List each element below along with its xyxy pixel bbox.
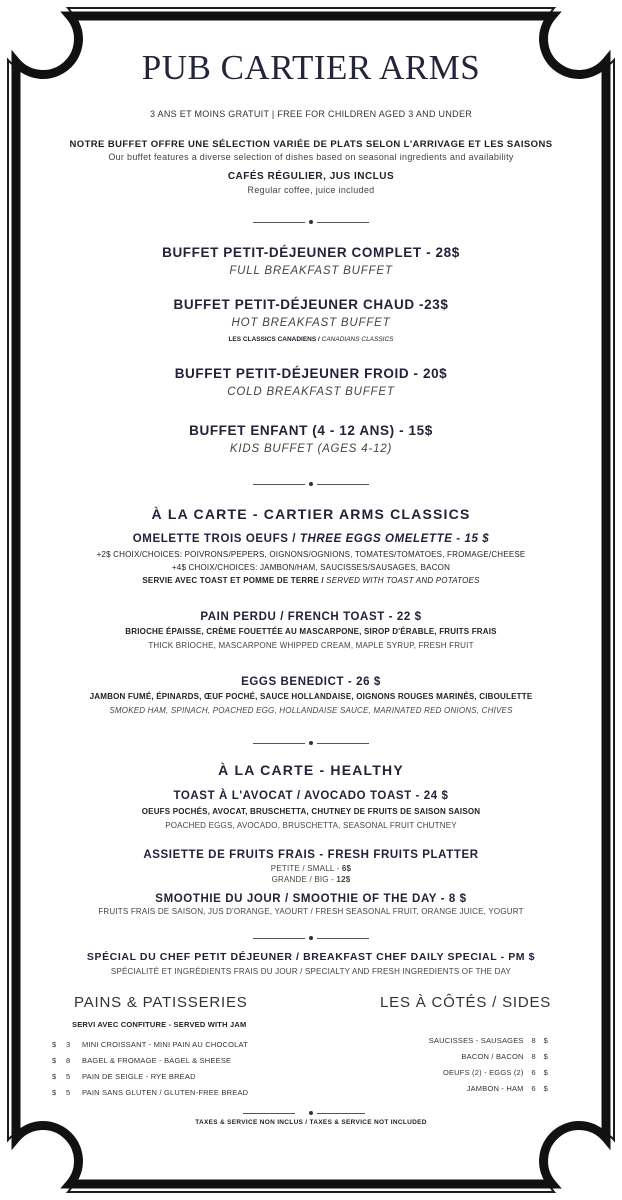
side-row: SAUCISSES - SAUSAGES 8 $: [428, 1036, 548, 1045]
fruits-title: ASSIETTE DE FRUITS FRAIS - FRESH FRUITS PLATTER: [143, 849, 479, 861]
age-note: 3 ANS ET MOINS GRATUIT | FREE FOR CHILDREN AGED 3 AND UNDER: [149, 109, 473, 119]
fruits-small: PETITE / SMALL - 6$: [270, 864, 352, 873]
avocado-en: POACHED EGGS, AVOCADO, BRUSCHETTA, SEASONAL FRUIT CHUTNEY: [165, 821, 457, 830]
special-desc: SPÉCIALITÉ ET INGRÉDIENTS FRAIS DU JOUR / SPECIALTY AND FRESH INGREDIENTS OF THE DAY: [110, 967, 512, 976]
page-title: PUB CARTIER ARMS: [141, 48, 481, 87]
divider: [0, 935, 622, 943]
fruits-big: GRANDE / BIG - 12$: [271, 875, 351, 884]
buffet-hot-note: LES CLASSICS CANADIENS / CANADIANS CLASSICS: [228, 336, 394, 343]
french-toast-fr: BRIOCHE ÉPAISSE, CRÈME FOUETTÉE AU MASCARPONE, SIROP D'ÉRABLE, FRUITS FRAIS: [125, 627, 497, 636]
pastries-heading: PAINS & PATISSERIES: [74, 994, 248, 1011]
omelette-served: SERVIE AVEC TOAST ET POMME DE TERRE / SERVED WITH TOAST AND POTATOES: [142, 576, 480, 585]
french-toast-en: THICK BRIOCHE, MASCARPONE WHIPPED CREAM, MAPLE SYRUP, FRESH FRUIT: [148, 641, 474, 650]
benedict-title: EGGS BENEDICT - 26 $: [241, 676, 381, 688]
omelette-choices-4: +4$ CHOIX/CHOICES: JAMBON/HAM, SAUCISSES/SAUSAGES, BACON: [171, 563, 451, 572]
coffee-fr: CAFÉS RÉGULIER, JUS INCLUS: [227, 171, 395, 182]
divider: [0, 481, 622, 489]
french-toast-title: PAIN PERDU / FRENCH TOAST - 22 $: [200, 611, 422, 623]
sides-heading: LES À CÔTÉS / SIDES: [380, 994, 552, 1011]
healthy-heading: À LA CARTE - HEALTHY: [218, 762, 404, 778]
omelette-choices-2: +2$ CHOIX/CHOICES: POIVRONS/PEPERS, OIGNONS/OGNIONS, TOMATES/TOMATOES, FROMAGE/CHEESE: [96, 550, 526, 559]
intro-fr: NOTRE BUFFET OFFRE UNE SÉLECTION VARIÉE DE PLATS SELON L'ARRIVAGE ET LES SAISONS: [69, 139, 553, 150]
smoothie-desc: FRUITS FRAIS DE SAISON, JUS D'ORANGE, YAOURT / FRESH SEASONAL FRUIT, ORANGE JUICE, YOGURT: [98, 907, 524, 916]
divider: [0, 740, 622, 748]
buffet-hot-title: BUFFET PETIT-DÉJEUNER CHAUD -23$: [173, 297, 449, 312]
benedict-en: SMOKED HAM, SPINACH, POACHED EGG, HOLLANDAISE SAUCE, MARINATED RED ONIONS, CHIVES: [109, 706, 513, 715]
side-row: OEUFS (2) - EGGS (2) 6 $: [442, 1068, 548, 1077]
divider: [0, 219, 622, 227]
classics-heading: À LA CARTE - CARTIER ARMS CLASSICS: [151, 506, 471, 522]
buffet-full-en: FULL BREAKFAST BUFFET: [229, 265, 393, 277]
omelette-title: OMELETTE TROIS OEUFS / THREE EGGS OMELETTE - 15 $: [132, 533, 490, 545]
buffet-cold-title: BUFFET PETIT-DÉJEUNER FROID - 20$: [174, 366, 448, 381]
benedict-fr: JAMBON FUMÉ, ÉPINARDS, ŒUF POCHÉ, SAUCE HOLLANDAISE, OIGNONS ROUGES MARINÉS, CIBOULETTE: [89, 692, 533, 701]
avocado-title: TOAST À L'AVOCAT / AVOCADO TOAST - 24 $: [173, 790, 449, 802]
intro-en: Our buffet features a diverse selection of dishes based on seasonal ingredients and availability: [108, 152, 514, 162]
pastry-row: $ 5 PAIN SANS GLUTEN / GLUTEN-FREE BREAD: [52, 1088, 249, 1097]
buffet-hot-en: HOT BREAKFAST BUFFET: [231, 317, 391, 329]
divider: [0, 1110, 622, 1118]
pastry-row: $ 8 BAGEL & FROMAGE - BAGEL & SHEESE: [52, 1056, 232, 1065]
pastry-row: $ 3 MINI CROISSANT - MINI PAIN AU CHOCOLAT: [52, 1040, 248, 1049]
buffet-kids-en: KIDS BUFFET (AGES 4-12): [229, 443, 393, 455]
avocado-fr: OEUFS POCHÉS, AVOCAT, BRUSCHETTA, CHUTNEY DE FRUITS DE SAISON SAISON: [141, 807, 481, 816]
buffet-kids-title: BUFFET ENFANT (4 - 12 ANS) - 15$: [189, 423, 433, 438]
buffet-cold-en: COLD BREAKFAST BUFFET: [227, 386, 395, 398]
pastries-note: SERVI AVEC CONFITURE - SERVED WITH JAM: [72, 1020, 247, 1029]
buffet-full-title: BUFFET PETIT-DÉJEUNER COMPLET - 28$: [162, 245, 460, 260]
coffee-en: Regular coffee, juice included: [247, 185, 375, 195]
side-row: BACON / BACON 8 $: [461, 1052, 548, 1061]
smoothie-title: SMOOTHIE DU JOUR / SMOOTHIE OF THE DAY - 8 $: [155, 893, 467, 905]
pastry-row: $ 5 PAIN DE SEIGLE - RYE BREAD: [52, 1072, 196, 1081]
special-title: SPÉCIAL DU CHEF PETIT DÉJEUNER / BREAKFAST CHEF DAILY SPECIAL - PM $: [86, 951, 536, 963]
footer-taxes: TAXES & SERVICE NON INCLUS / TAXES & SERVICE NOT INCLUDED: [195, 1119, 427, 1126]
side-row: JAMBON - HAM 6 $: [466, 1084, 548, 1093]
